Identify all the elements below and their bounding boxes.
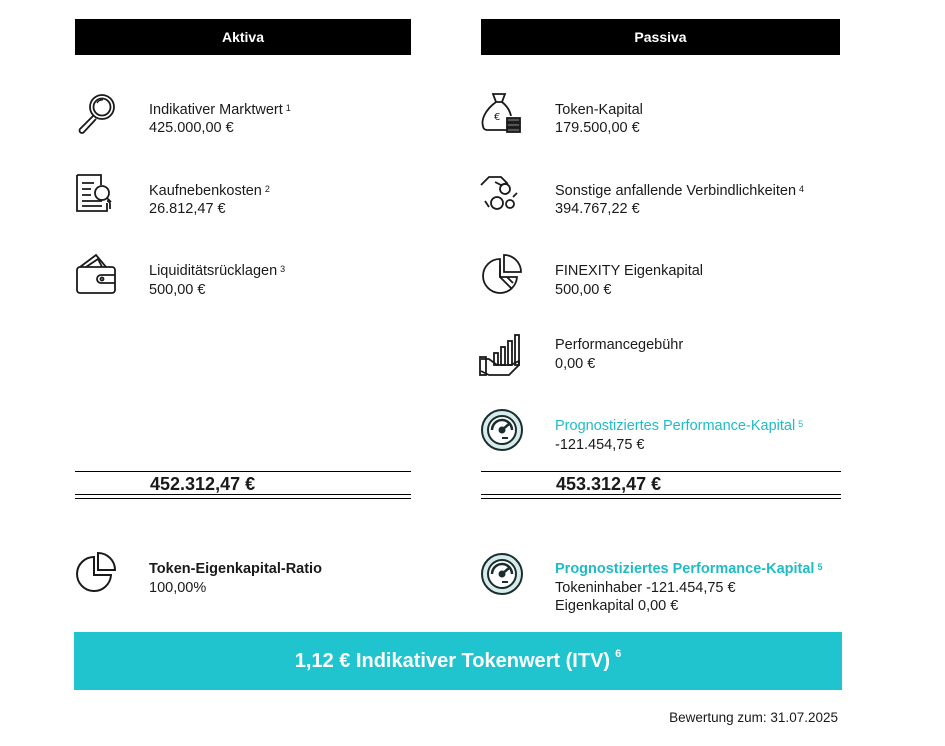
ratio-pie-chart-icon — [74, 551, 118, 595]
passiva-total-double-rule — [481, 494, 841, 499]
passiva-item-label-4: Performancegebühr — [555, 337, 684, 353]
aktiva-item-value-1: 425.000,00 € — [149, 120, 234, 136]
hand-bar-chart-icon — [479, 333, 523, 377]
passiva-total-rule — [481, 471, 841, 472]
document-search-icon — [73, 171, 117, 215]
aktiva-item-label-3: Liquiditätsrücklagen $^3$ — [149, 263, 286, 279]
performance-gauge-icon — [480, 552, 524, 596]
aktiva-header — [75, 19, 411, 55]
ratio-value: 100,00% — [149, 580, 207, 596]
aktiva-item-label-1: Indikativer Marktwert $^1$ — [149, 102, 291, 118]
valuation-date: Bewertung zum: 31.07.2025 — [669, 710, 838, 725]
aktiva-total-double-rule — [75, 494, 411, 499]
passiva-item-label-1: Token-Kapital — [555, 102, 643, 118]
token-value-text: 1,12 € Indikativer Tokenwert (ITV) — [294, 649, 611, 672]
passiva-item-value-2: 394.767,22 € — [555, 201, 640, 217]
aktiva-header-label: Aktiva — [221, 29, 265, 45]
passiva-header — [481, 19, 840, 55]
magnifier-icon — [75, 91, 119, 135]
passiva-item-value-1: 179.500,00 € — [555, 120, 640, 136]
passiva-item-value-5: -121.454,75 € — [555, 437, 645, 453]
aktiva-total: 452.312,47 € — [150, 474, 256, 494]
aktiva-item-value-2: 26.812,47 € — [149, 201, 226, 217]
passiva-item-value-3: 500,00 € — [555, 282, 612, 298]
performance-summary-label: Prognostiziertes Performance-Kapital $^5$ — [555, 561, 823, 577]
aktiva-item-label-2: Kaufnebenkosten $^2$ — [149, 183, 270, 199]
token-value-banner — [74, 632, 842, 690]
passiva-item-label-3: FINEXITY Eigenkapital — [555, 263, 704, 279]
passiva-item-label-2: Sonstige anfallende Verbindlichkeiten $^4$ — [555, 183, 805, 199]
token-value-footnote: 6 — [615, 648, 622, 660]
passiva-header-label: Passiva — [634, 29, 687, 45]
gauge-icon — [480, 408, 524, 452]
svg-text:€: € — [494, 112, 501, 123]
performance-summary-equity: Eigenkapital 0,00 € — [555, 598, 679, 614]
hand-coins-icon — [479, 171, 523, 215]
wallet-icon — [74, 253, 118, 297]
aktiva-total-rule — [75, 471, 411, 472]
aktiva-item-value-3: 500,00 € — [149, 282, 206, 298]
pie-chart-icon — [480, 253, 524, 297]
money-bag-icon — [479, 90, 523, 134]
passiva-item-value-4: 0,00 € — [555, 356, 596, 372]
passiva-item-label-5: Prognostiziertes Performance-Kapital $^5$ — [555, 418, 804, 434]
passiva-total: 453.312,47 € — [556, 474, 662, 494]
performance-summary-token-holders: Tokeninhaber -121.454,75 € — [555, 580, 736, 596]
ratio-label: Token-Eigenkapital-Ratio — [149, 561, 322, 577]
